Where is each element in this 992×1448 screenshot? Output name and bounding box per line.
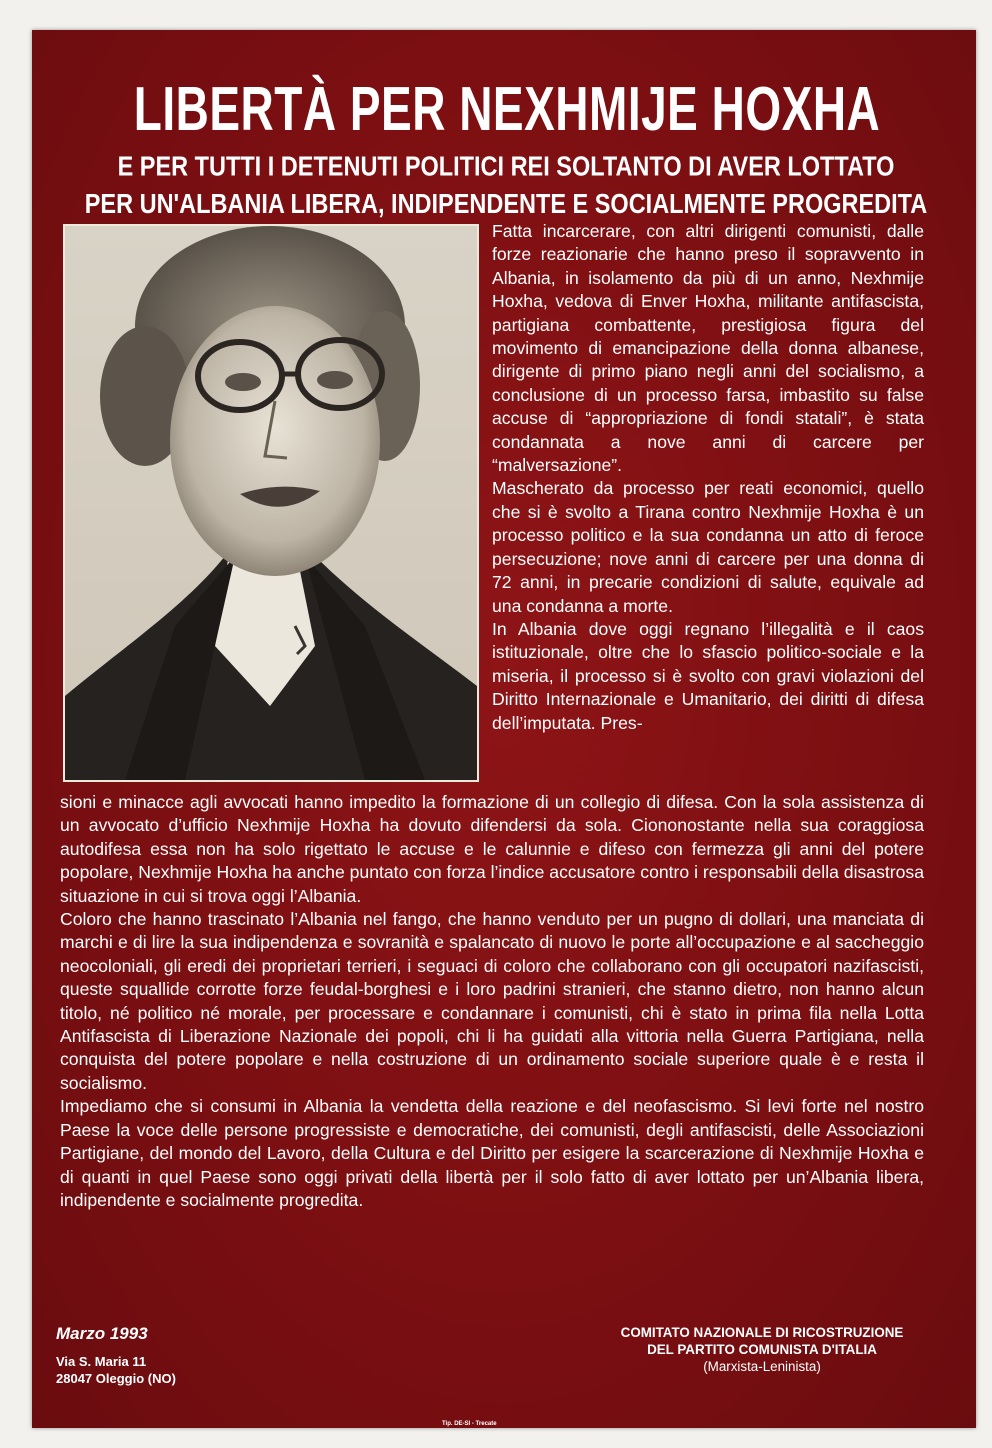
paragraph-2: Mascherato da processo per reati economici, quello che si è svolto a Tirana contro Nexhmije Hoxha è un processo politico e la sua condanna un atto di feroce persecuzione; nove anni di carcere per una donna di 72 anni, in precarie condizioni di salute, equivale ad una condanna a morte. bbox=[492, 478, 924, 616]
paragraph-5: Impediamo che si consumi in Albania la vendetta della reazione e del neofascismo. Si levi forte nel nostro Paese la voce delle persone progressiste e democratiche, dei comunisti, degli antifascisti, delle Associazioni Partigiane, del mondo del Lavoro, della Cultura e del Diritto per esigere la scarcerazione di Nexhmije Hoxha e di quanti in quel Paese sono oggi privati della libertà per il solo fatto di aver lottato per un’Albania libera, indipendente e socialmente progredita. bbox=[60, 1096, 924, 1210]
paragraph-4: Coloro che hanno trascinato l’Albania nel fango, che hanno venduto per un pugno di dollari, una manciata di marchi e di lire la sua indipendenza e sovranità e spalancato di nuovo le porte all’occupazione e al saccheggio neocoloniali, gli eredi dei proprietari terrieri, i seguaci di coloro che collaborano con gli occupatori nazifascisti, queste squallide corrotte forze feudal-borghesi e i loro padrini stranieri, che stanno dietro, non hanno alcun titolo, né politico né morale, per processare e condannare i comunisti, chi è stato in prima fila nella Lotta Antifascista di Liberazione Nazionale dei popoli, chi li ha guidati alla vittoria nella Guerra Partigiana, nella conquista del potere popolare e nella costruzione di un ordinamento sociale superiore quale è e resta il socialismo. bbox=[60, 909, 924, 1093]
wide-column-text bbox=[60, 791, 924, 1212]
portrait-illustration bbox=[65, 226, 477, 780]
subtitle-line-1: E PER TUTTI I DETENUTI POLITICI REI SOLTANTO DI AVER LOTTATO bbox=[117, 150, 895, 182]
poster bbox=[32, 30, 976, 1428]
date-line: Marzo 1993 bbox=[56, 1324, 148, 1343]
poster-subtitle bbox=[56, 148, 956, 222]
org-line-2: DEL PARTITO COMUNISTA D'ITALIA bbox=[647, 1342, 877, 1357]
organization-signature bbox=[602, 1324, 922, 1375]
paragraph-3-start: In Albania dove oggi regnano l’illegalità e il caos istituzionale, oltre che lo sfascio politico-sociale e la miseria, il processo si è svolto con gravi violazioni del Diritto Internazionale e Umanitario, dei diritti di difesa dell’imputata. Pres- bbox=[492, 618, 924, 733]
side-column-text bbox=[492, 220, 924, 735]
poster-title: LIBERTÀ PER NEXHMIJE HOXHA bbox=[133, 73, 881, 144]
org-line-3: (Marxista-Leninista) bbox=[703, 1359, 821, 1374]
paragraph-1: Fatta incarcerare, con altri dirigenti comunisti, dalle forze reazionarie che hanno preso il sopravvento in Albania, in isolamento da più di un anno, Nexhmije Hoxha, vedova di Enver Hoxha, militante antifascista, partigiana combattente, prestigiosa figura del movimento di emancipazione della donna albanese, dirigente di primo piano negli anni del socialismo, a conclusione di un processo farsa, imbastito su false accuse di “appropriazione di fondi statali”, è stata condannata a nove anni di carcere per “malversazione”. bbox=[492, 221, 924, 476]
printer-credit: Tip. DE-SI - Trecate bbox=[442, 1421, 497, 1427]
portrait-photo bbox=[63, 224, 479, 782]
address-line-1: Via S. Maria 11 bbox=[56, 1354, 147, 1369]
subtitle-line-2: PER UN'ALBANIA LIBERA, INDIPENDENTE E SOCIALMENTE PROGREDITA bbox=[84, 187, 928, 219]
address-line-2: 28047 Oleggio (NO) bbox=[56, 1371, 176, 1386]
org-line-1: COMITATO NAZIONALE DI RICOSTRUZIONE bbox=[620, 1325, 904, 1340]
paragraph-3-continued: sioni e minacce agli avvocati hanno impedito la formazione di un collegio di difesa. Con la sola assistenza di un avvocato d’ufficio Nexhmije Hoxha ha dovuto difendersi da sola. Ciononostante nella sua coraggiosa autodifesa essa non ha solo rigettato le accuse e le calunnie e difeso con fermezza gli anni del potere popolare, Nexhmije Hoxha ha anche puntato con forza l’indice accusatore contro i responsabili della disastrosa situazione in cui si trova oggi l’Albania. bbox=[60, 792, 924, 906]
address bbox=[56, 1353, 176, 1387]
